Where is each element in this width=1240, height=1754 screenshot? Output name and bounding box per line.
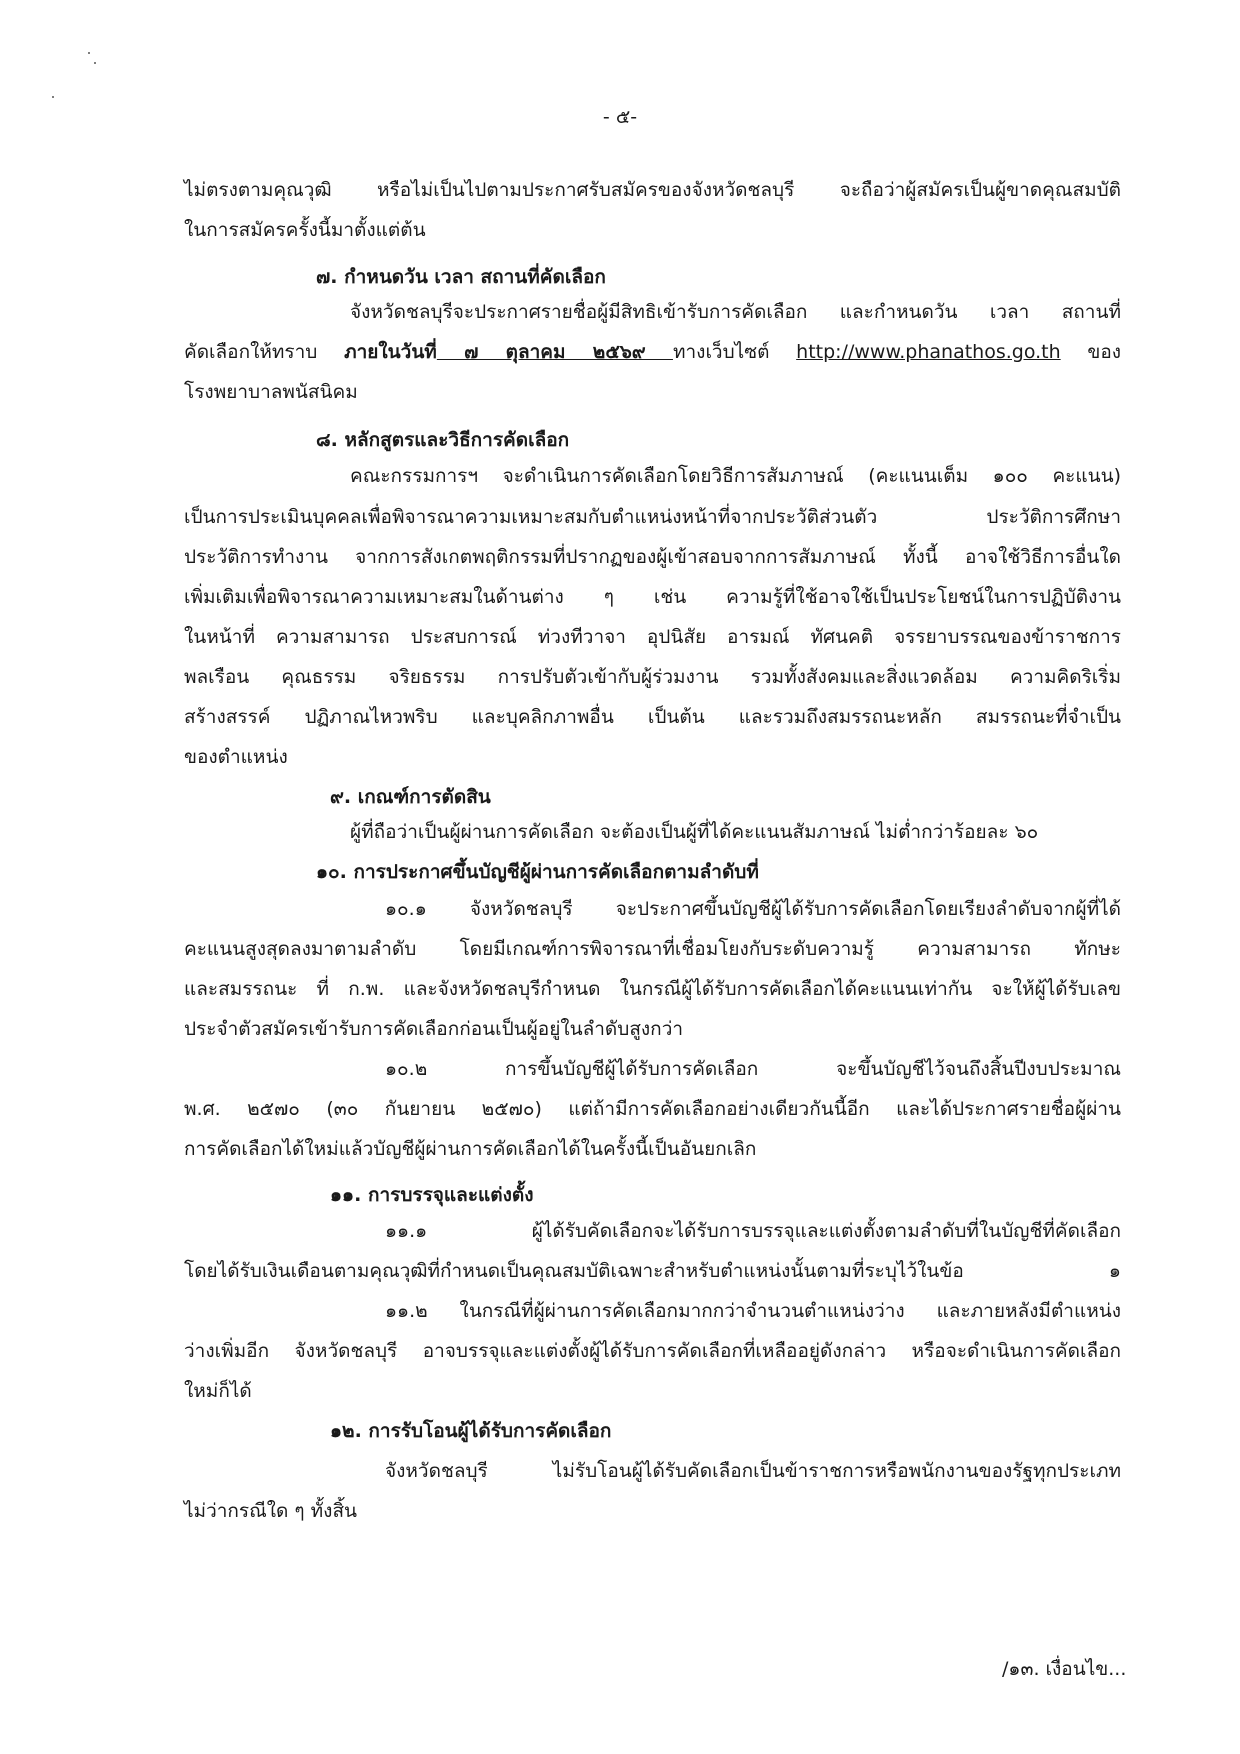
paragraph-line: สร้างสรรค์ ปฏิภาณไหวพริบ และบุคลิกภาพอื่น เป็นต้น และรวมถึงสมรรถนะหลัก สมรรถนะที่จำเป็น bbox=[184, 706, 1121, 728]
section-heading: ๙. เกณฑ์การตัดสิน bbox=[330, 786, 491, 808]
paragraph-line: จังหวัดชลบุรี ไม่รับโอนผู้ได้รับคัดเลือกเป็นข้าราชการหรือพนักงานของรัฐทุกประเภท bbox=[385, 1460, 1121, 1482]
paragraph-line: ประวัติการทำงาน จากการสังเกตพฤติกรรมที่ปรากฏของผู้เข้าสอบจากการสัมภาษณ์ ทั้งนี้ อาจใช้วิธีการอื่นใด bbox=[184, 546, 1121, 568]
text-fragment: ของ bbox=[1060, 341, 1122, 363]
paragraph-line: ๑๑.๑ ผู้ได้รับคัดเลือกจะได้รับการบรรจุและแต่งตั้งตามลำดับที่ในบัญชีที่คัดเลือก bbox=[385, 1220, 1121, 1242]
paragraph-line: เพิ่มเติมเพื่อพิจารณาความเหมาะสมในด้านต่าง ๆ เช่น ความรู้ที่ใช้อาจใช้เป็นประโยชน์ในการปฏิบัติงาน bbox=[184, 586, 1121, 608]
scan-speck bbox=[88, 52, 90, 54]
continuation-note: /๑๓. เงื่อนไข... bbox=[1002, 1658, 1127, 1680]
paragraph-line: ๑๐.๑ จังหวัดชลบุรี จะประกาศขึ้นบัญชีผู้ได้รับการคัดเลือกโดยเรียงลำดับจากผู้ที่ได้ bbox=[385, 898, 1121, 920]
scan-speck bbox=[94, 62, 96, 64]
paragraph-line: พลเรือน คุณธรรม จริยธรรม การปรับตัวเข้ากับผู้ร่วมงาน รวมทั้งสังคมและสิ่งแวดล้อม ความคิดริเริ่ม bbox=[184, 666, 1121, 688]
section-heading: ๘. หลักสูตรและวิธีการคัดเลือก bbox=[316, 429, 570, 451]
paragraph-line: เป็นการประเมินบุคคลเพื่อพิจารณาความเหมาะสมกับตำแหน่งหน้าที่จากประวัติส่วนตัว ประวัติการศึกษา bbox=[184, 506, 1121, 528]
paragraph-line: จังหวัดชลบุรีจะประกาศรายชื่อผู้มีสิทธิเข้ารับการคัดเลือก และกำหนดวัน เวลา สถานที่ bbox=[350, 301, 1121, 323]
paragraph-line: ผู้ที่ถือว่าเป็นผู้ผ่านการคัดเลือก จะต้องเป็นผู้ที่ได้คะแนนสัมภาษณ์ ไม่ต่ำกว่าร้อยละ ๖๐ bbox=[350, 821, 1039, 843]
section-heading: ๑๑. การบรรจุและแต่งตั้ง bbox=[330, 1184, 534, 1206]
section-heading: ๑๐. การประกาศขึ้นบัญชีผู้ผ่านการคัดเลือกตามลำดับที่ bbox=[316, 861, 759, 883]
paragraph-line: ๑๑.๒ ในกรณีที่ผู้ผ่านการคัดเลือกมากกว่าจำนวนตำแหน่งว่าง และภายหลังมีตำแหน่ง bbox=[385, 1300, 1121, 1322]
paragraph-line: และสมรรถนะ ที่ ก.พ. และจังหวัดชลบุรีกำหนด ในกรณีผู้ได้รับการคัดเลือกได้คะแนนเท่ากัน จะให้ผู้ได้รับเลข bbox=[184, 978, 1121, 1000]
paragraph-line: ใหม่ก็ได้ bbox=[184, 1380, 252, 1402]
paragraph-line: ว่างเพิ่มอีก จังหวัดชลบุรี อาจบรรจุและแต่งตั้งผู้ได้รับการคัดเลือกที่เหลืออยู่ดังกล่าว หรือจะดำเนินการคัดเลือก bbox=[184, 1340, 1121, 1362]
paragraph-line: พ.ศ. ๒๕๗๐ (๓๐ กันยายน ๒๕๗๐) แต่ถ้ามีการคัดเลือกอย่างเดียวกันนี้อีก และได้ประกาศรายชื่อผู้ผ่าน bbox=[184, 1098, 1121, 1120]
paragraph-line-with-date bbox=[184, 340, 1121, 364]
paragraph-line: ๑๐.๒ การขึ้นบัญชีผู้ได้รับการคัดเลือก จะขึ้นบัญชีไว้จนถึงสิ้นปีงบประมาณ bbox=[385, 1058, 1121, 1080]
paragraph-line: การคัดเลือกได้ใหม่แล้วบัญชีผู้ผ่านการคัดเลือกได้ในครั้งนี้เป็นอันยกเลิก bbox=[184, 1138, 757, 1160]
text-fragment: คัดเลือกให้ทราบ bbox=[184, 341, 345, 363]
deadline-date: ๗ ตุลาคม ๒๕๖๙ bbox=[436, 341, 673, 363]
text-fragment: ทางเว็บไซต์ bbox=[672, 341, 797, 363]
paragraph-line: ในการสมัครครั้งนี้มาตั้งแต่ต้น bbox=[184, 219, 426, 241]
scan-speck bbox=[52, 96, 54, 98]
paragraph-line: โรงพยาบาลพนัสนิคม bbox=[184, 381, 358, 403]
paragraph-line: ไม่ว่ากรณีใด ๆ ทั้งสิ้น bbox=[184, 1500, 358, 1522]
section-heading: ๑๒. การรับโอนผู้ได้รับการคัดเลือก bbox=[330, 1420, 612, 1442]
paragraph-line: คะแนนสูงสุดลงมาตามลำดับ โดยมีเกณฑ์การพิจารณาที่เชื่อมโยงกับระดับความรู้ ความสามารถ ทักษะ bbox=[184, 938, 1121, 960]
paragraph-line: โดยได้รับเงินเดือนตามคุณวุฒิที่กำหนดเป็นคุณสมบัติเฉพาะสำหรับตำแหน่งนั้นตามที่ระบุไว้ในข้อ ๑ bbox=[184, 1260, 1121, 1282]
paragraph-line: ประจำตัวสมัครเข้ารับการคัดเลือกก่อนเป็นผู้อยู่ในลำดับสูงกว่า bbox=[184, 1018, 684, 1040]
paragraph-line: ของตำแหน่ง bbox=[184, 746, 288, 768]
paragraph-line: คณะกรรมการฯ จะดำเนินการคัดเลือกโดยวิธีการสัมภาษณ์ (คะแนนเต็ม ๑๐๐ คะแนน) bbox=[350, 465, 1121, 487]
section-heading: ๗. กำหนดวัน เวลา สถานที่คัดเลือก bbox=[316, 266, 606, 288]
website-link[interactable]: http://www.phanathos.go.th bbox=[796, 341, 1061, 363]
page-number: - ๕- bbox=[602, 106, 638, 128]
deadline-label: ภายในวันที่ bbox=[344, 341, 437, 363]
paragraph-line: ไม่ตรงตามคุณวุฒิ หรือไม่เป็นไปตามประกาศรับสมัครของจังหวัดชลบุรี จะถือว่าผู้สมัครเป็นผู้ขาดคุณสมบัติ bbox=[184, 179, 1121, 201]
paragraph-line: ในหน้าที่ ความสามารถ ประสบการณ์ ท่วงทีวาจา อุปนิสัย อารมณ์ ทัศนคติ จรรยาบรรณของข้าราชการ bbox=[184, 626, 1121, 648]
